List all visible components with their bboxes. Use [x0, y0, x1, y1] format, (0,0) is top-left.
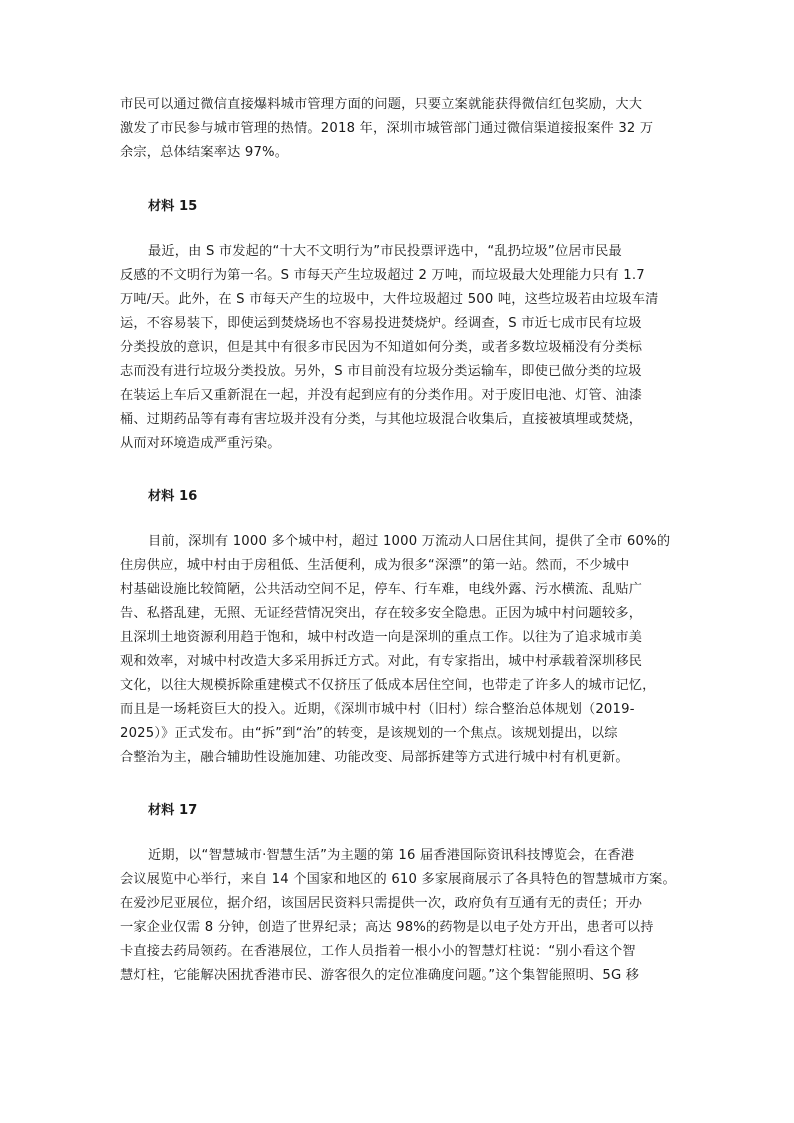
- section-heading-17: 材料 17: [148, 803, 198, 818]
- text-line: 慧灯柱，它能解决困扰香港市民、游客很久的定位准确度问题。”这个集智能照明、5G 移: [120, 968, 640, 983]
- text-line: 而且是一场耗资巨大的投入。近期，《深圳市城中村（旧村）综合整治总体规划（2019-: [120, 702, 635, 717]
- text-line: 在爱沙尼亚展位，据介绍，该国居民资料只需提供一次，政府负有互通有无的责任；开办: [120, 896, 643, 911]
- text-line: 万吨/天。此外，在 S 市每天产生的垃圾中，大件垃圾超过 500 吨，这些垃圾若由垃圾车清: [120, 292, 659, 307]
- text-line: 村基础设施比较简陋，公共活动空间不足，停车、行车难，电线外露、污水横流、乱贴广: [120, 582, 643, 597]
- text-line: 会议展览中心举行，来自 14 个国家和地区的 610 多家展商展示了各具特色的智慧城市方案。: [120, 872, 676, 887]
- text-line: 从而对环境造成严重污染。: [120, 436, 281, 451]
- text-line: 卡直接去药局领药。在香港展位，工作人员指着一根小小的智慧灯柱说：“别小看这个智: [120, 944, 636, 959]
- text-line: 运，不容易装下，即使运到焚烧场也不容易投进焚烧炉。经调查，S 市近七成市民有垃圾: [120, 316, 642, 331]
- text-line: 住房供应，城中村由于房租低、生活便利，成为很多“深漂”的第一站。然而，不少城中: [120, 558, 630, 573]
- section-heading-16: 材料 16: [148, 489, 198, 504]
- text-line: 志而没有进行垃圾分类投放。另外，S 市目前没有垃圾分类运输车，即使已做分类的垃圾: [120, 364, 642, 379]
- text-line: 合整治为主，融合辅助性设施加建、功能改变、局部拆建等方式进行城中村有机更新。: [120, 750, 629, 765]
- text-line: 一家企业仅需 8 分钟，创造了世界纪录；高达 98%的药物是以电子处方开出，患者可以持: [120, 920, 654, 935]
- text-line: 且深圳土地资源利用趋于饱和，城中村改造一向是深圳的重点工作。以往为了追求城市美: [120, 630, 643, 645]
- text-line: 分类投放的意识，但是其中有很多市民因为不知道如何分类，或者多数垃圾桶没有分类标: [120, 340, 643, 355]
- text-line: 余宗，总体结案率达 97%。: [120, 145, 289, 160]
- text-line: 告、私搭乱建，无照、无证经营情况突出，存在较多安全隐患。正因为城中村问题较多，: [120, 606, 643, 621]
- text-line: 桶、过期药品等有毒有害垃圾并没有分类，与其他垃圾混合收集后，直接被填埋或焚烧，: [120, 412, 643, 427]
- text-line: 近期，以“智慧城市·智慧生活”为主题的第 16 届香港国际资讯科技博览会，在香港: [148, 848, 635, 863]
- text-line: 观和效率，对城中村改造大多采用拆迁方式。对此，有专家指出，城中村承载着深圳移民: [120, 654, 643, 669]
- text-line: 2025）》正式发布。由“拆”到“治”的转变，是该规划的一个焦点。该规划提出，以综: [120, 726, 618, 741]
- text-line: 最近，由 S 市发起的“十大不文明行为”市民投票评选中，“乱扔垃圾”位居市民最: [148, 244, 622, 259]
- text-line: 反感的不文明行为第一名。S 市每天产生垃圾超过 2 万吨，而垃圾最大处理能力只有 1.7: [120, 268, 645, 283]
- text-line: 目前，深圳有 1000 多个城中村，超过 1000 万流动人口居住其间，提供了全市 60%的: [148, 534, 671, 549]
- section-heading-15: 材料 15: [148, 199, 198, 214]
- text-line: 文化，以往大规模拆除重建模式不仅挤压了低成本居住空间，也带走了许多人的城市记忆，: [120, 678, 656, 693]
- text-line: 激发了市民参与城市管理的热情。2018 年，深圳市城管部门通过微信渠道接报案件 32 万: [120, 121, 654, 136]
- text-line: 市民可以通过微信直接爆料城市管理方面的问题，只要立案就能获得微信红包奖励，大大: [120, 97, 643, 112]
- text-line: 在装运上车后又重新混在一起，并没有起到应有的分类作用。对于废旧电池、灯管、油漆: [120, 388, 643, 403]
